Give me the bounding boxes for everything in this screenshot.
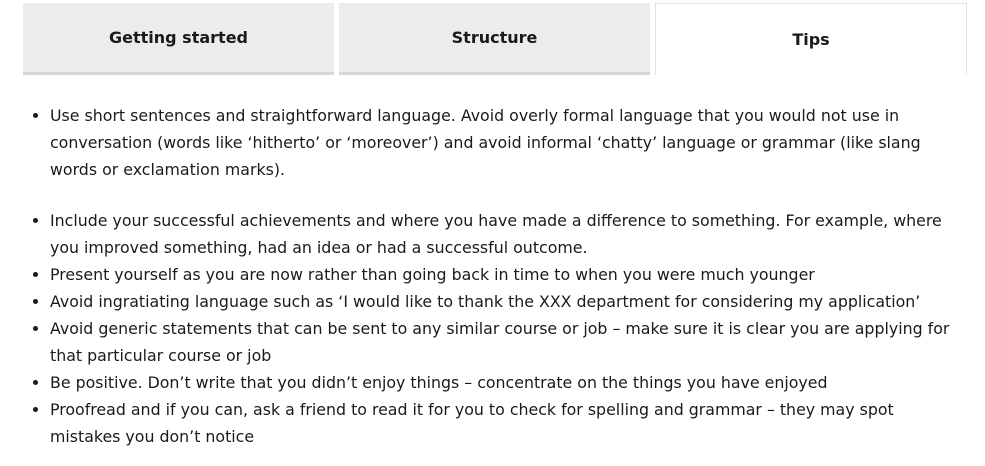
tab-label: Tips	[792, 30, 830, 49]
list-item: • Use short sentences and straightforward language. Avoid overly formal language that you would not use in conversation (words like ‘hitherto’ or ‘moreover’) and avoid informal ‘chatty’ language or grammar (like slang words or exclamation marks).	[50, 102, 953, 183]
tab-bar	[23, 3, 967, 75]
tab-label: Getting started	[109, 28, 248, 47]
list-item: • Proofread and if you can, ask a friend to read it for you to check for spelling and grammar – they may spot mistakes you don’t notice	[50, 396, 953, 450]
tab-getting-started[interactable]	[23, 3, 334, 75]
list-item: • Present yourself as you are now rather than going back in time to when you were much younger	[50, 261, 953, 288]
tips-panel	[28, 102, 953, 450]
list-item: • Include your successful achievements and where you have made a difference to something. For example, where you improved something, had an idea or had a successful outcome.	[50, 207, 953, 261]
tips-list	[28, 102, 953, 450]
tab-label: Structure	[451, 28, 538, 47]
tab-structure[interactable]	[339, 3, 650, 75]
list-item: • Avoid generic statements that can be sent to any similar course or job – make sure it is clear you are applying for that particular course or job	[50, 315, 953, 369]
tab-tips[interactable]	[655, 3, 967, 75]
list-item: • Be positive. Don’t write that you didn’t enjoy things – concentrate on the things you have enjoyed	[50, 369, 953, 396]
list-item: • Avoid ingratiating language such as ‘I would like to thank the XXX department for considering my application’	[50, 288, 953, 315]
